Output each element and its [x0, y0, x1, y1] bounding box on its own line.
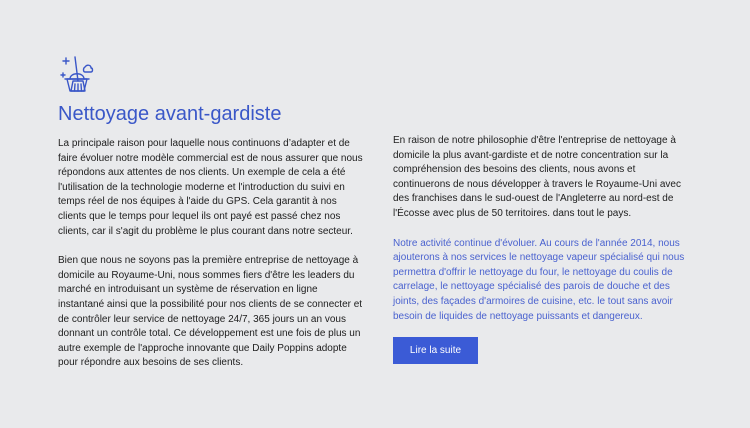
right-accent-paragraph: Notre activité continue d'évoluer. Au cours de l'année 2014, nous ajouterons à nos services le nettoyage vapeur spécialisé qui nous permettra d'offrir le nettoyage du four, le nettoyage du coulis de carrelage, le nettoyage spécialisé des parois de douche et des joints, des façades d'armoires de cuisine, etc. le tout sans avoir besoin de liquides de nettoyage puissants et dangereux. — [393, 237, 685, 322]
right-column — [393, 134, 693, 324]
left-paragraph-1: La principale raison pour laquelle nous continuons d’adapter et de faire évoluer notre modèle commercial est de nous assurer que nous répondons aux attentes de nos clients. Un exemple de cela a été l'utilisation de la technologie moderne et l'introduction du suivi en temps réel de nos équipes à l'aide du GPS. Cela garantit à nos clients que le temps pour lequel ils ont payé est passé chez nos clients, car il s'agit du problème le plus courant dans notre secteur. — [58, 138, 363, 237]
right-paragraph: En raison de notre philosophie d'être l'entreprise de nettoyage à domicile la plus avant-gardiste et de notre concentration sur la compréhension des besoins des clients, nous avons et continuerons de nous développer à travers le Royaume-Uni avec des franchises dans le sud-ouest de l'Angleterre au nord-est de l'Écosse avec plus de 50 territoires. dans tout le pays. — [393, 135, 681, 219]
left-paragraph-2: Bien que nous ne soyons pas la première entreprise de nettoyage à domicile au Royaume-Uni, nous sommes fiers d'être les leaders du marché en introduisant un système de réservation en ligne instantané ainsi que la possibilité pour nos clients de se connecter et de contrôler leur service de nettoyage 24/7, 365 jours un an vous donnant un contrôle total. Ce développement est une fois de plus un autre exemple de l'approche innovante que Daily Poppins adopte pour répondre aux besoins de ses clients. — [58, 255, 363, 369]
read-more-button[interactable]: Lire la suite — [393, 337, 478, 364]
cleaning-bucket-mop-icon — [58, 55, 96, 93]
section-title: Nettoyage avant-gardiste — [58, 103, 282, 125]
left-column — [58, 137, 363, 371]
